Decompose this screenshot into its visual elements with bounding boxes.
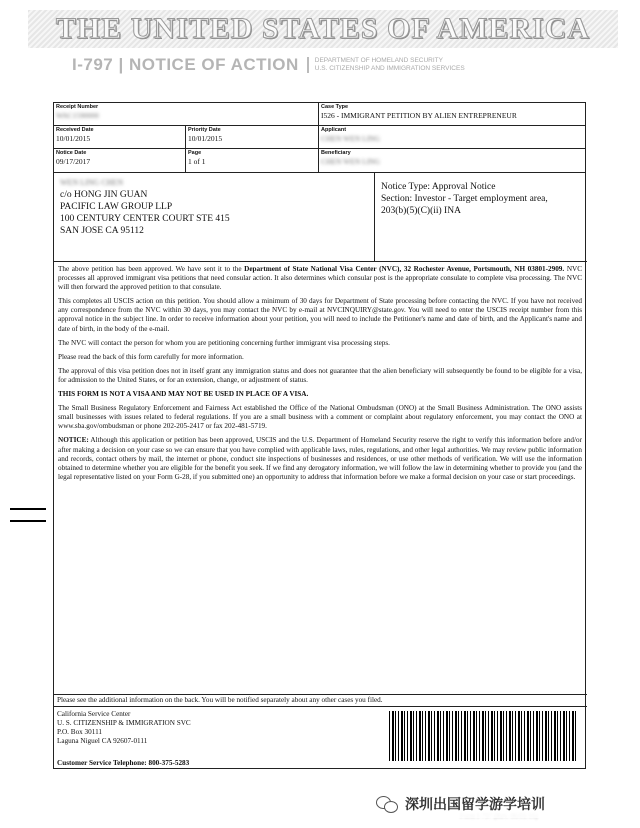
paragraph-1: The above petition has been approved. We have sent it to the Department of State National Visa Center (NVC), 32 Rochester Avenue, Portsmouth, NH 03801-2909. NVC processes all approved immigrant visa petitions that need consular action. It also determines which consular post is the appropriate consulate to complete visa processing. The NVC will then forward the approved petition to that consulate.: [58, 265, 582, 292]
service-center-address: California Service Center U. S. CITIZENSHIP & IMMIGRATION SVC P.O. Box 30111 Laguna Niguel CA 92607-0111: [57, 710, 191, 745]
page-number: 1 of 1: [188, 157, 206, 166]
received-date-cell: Received Date 10/01/2015: [54, 126, 186, 148]
paragraph-5: The approval of this visa petition does not in itself grant any immigration status and does not guarantee that the alien beneficiary will subsequently be found to be eligible for a visa, for admission to the United States, or for an extension, change, or adjustment of status.: [58, 366, 582, 384]
notice-date-cell: Notice Date 09/17/2017: [54, 149, 186, 172]
department-text: [307, 57, 465, 73]
beneficiary-cell: Beneficiary CHEN WEN LING: [319, 149, 585, 172]
applicant-name: CHEN WEN LING: [321, 134, 381, 143]
case-type: I526 - IMMIGRANT PETITION BY ALIEN ENTREPRENEUR: [321, 111, 517, 120]
notice-body: [58, 265, 582, 487]
receipt-number-cell: Receipt Number WAC1590000: [54, 103, 319, 125]
paragraph-3: The NVC will contact the person for whom you are petitioning concerning further immigrant visa processing steps.: [58, 338, 390, 347]
applicant-cell: Applicant CHEN WEN LING: [319, 126, 585, 148]
customer-service-phone: Customer Service Telephone: 800-375-5283: [57, 759, 190, 767]
received-date: 10/01/2015: [56, 134, 91, 143]
banner-title: THE UNITED STATES OF AMERICA: [55, 12, 591, 45]
service-center-footer: [54, 706, 587, 770]
paragraph-8: NOTICE: Although this application or petition has been approved, USCIS and the U.S. Department of Homeland Security reserve the right to verify this information before and/or after making a decision on your case so we can ensure that you have complied with applicable laws, rules, regulations, and other legal authorities. We may review public information and records, contact others by mail, the internet or phone, conduct site inspections of businesses and residences, or use other methods of verification. We will use the information obtained to determine whether you are eligible for the benefit you seek. If we find any derogatory information, we will follow the law in determining whether to provide you (and the legal representative listed on your Form G-28, if you submitted one) an opportunity to address that information before we make a formal decision on your case or start proceedings.: [58, 436, 582, 481]
address-line-3: 100 CENTURY CENTER COURT STE 415: [60, 214, 230, 224]
header-row-1: [54, 103, 585, 126]
address-line-2: PACIFIC LAW GROUP LLP: [60, 202, 173, 212]
address-line-4: SAN JOSE CA 95112: [60, 226, 144, 236]
notice-section-code: 203(b)(5)(C)(ii) INA: [381, 206, 461, 216]
form-subheader: [72, 52, 612, 78]
notice-type: Notice Type: Approval Notice: [381, 182, 496, 192]
paragraph-4: Please read the back of this form carefully for more information.: [58, 352, 244, 361]
page-cell: Page 1 of 1: [186, 149, 319, 172]
header-row-3: [54, 149, 585, 173]
header-row-2: [54, 126, 585, 149]
wechat-icon: [375, 794, 401, 814]
notice-form: [53, 102, 586, 769]
barcode: [389, 711, 577, 761]
priority-date: 10/01/2015: [188, 134, 223, 143]
mailing-address: [60, 177, 360, 237]
notice-section: Section: Investor - Target employment area,: [381, 194, 548, 204]
watermark: [375, 790, 625, 818]
form-id: I-797 | NOTICE OF ACTION: [72, 55, 299, 74]
receipt-number: WAC1590000: [56, 111, 99, 120]
footer-note: Please see the additional information on the back. You will be notified separately about any other cases you filed.: [54, 694, 587, 705]
margin-marks: [10, 508, 46, 532]
recipient-name: WEN LING CHEN: [60, 178, 124, 187]
paragraph-6: THIS FORM IS NOT A VISA AND MAY NOT BE USED IN PLACE OF A VISA.: [58, 390, 309, 399]
watermark-text: 深圳出国留学游学培训: [405, 797, 545, 813]
paragraph-7: The Small Business Regulatory Enforcement and Fairness Act established the Office of the National Ombudsman (ONO) at the Small Business Administration. The ONO assists small businesses with issues related to federal regulations. If you are a small business with a comment or complaint about regulatory enforcement, you may contact the ONO at www.sba.gov/ombudsman or phone 202-205-2417 or fax 202-481-5719.: [58, 404, 582, 431]
title-banner: [28, 10, 618, 48]
notice-type-box: [374, 173, 587, 261]
priority-date-cell: Priority Date 10/01/2015: [186, 126, 319, 148]
dept-line-2: U.S. CITIZENSHIP AND IMMIGRATION SERVICES: [314, 65, 465, 72]
case-type-cell: Case Type I526 - IMMIGRANT PETITION BY ALIEN ENTREPRENEUR: [319, 103, 585, 125]
paragraph-2: This completes all USCIS action on this petition. You should allow a minimum of 30 days for Department of State processing before contacting the NVC. If you have not received any correspondence from the NVC within 30 days, you may contact the NVC by e-mail at NVCINQUIRY@state.gov. You will need to enter the USCIS receipt number from this approval notice in the subject line. In order to receive information about your petition, you will need to include the Petitioner's name and date of birth, and the Applicant's name and date of birth, in the body of the e-mail.: [58, 297, 582, 333]
notice-date: 09/17/2017: [56, 157, 91, 166]
beneficiary-name: CHEN WEN LING: [321, 157, 381, 166]
address-line-1: c/o HONG JIN GUAN: [60, 190, 148, 200]
dept-line-1: DEPARTMENT OF HOMELAND SECURITY: [314, 57, 443, 64]
address-block: [54, 173, 587, 262]
